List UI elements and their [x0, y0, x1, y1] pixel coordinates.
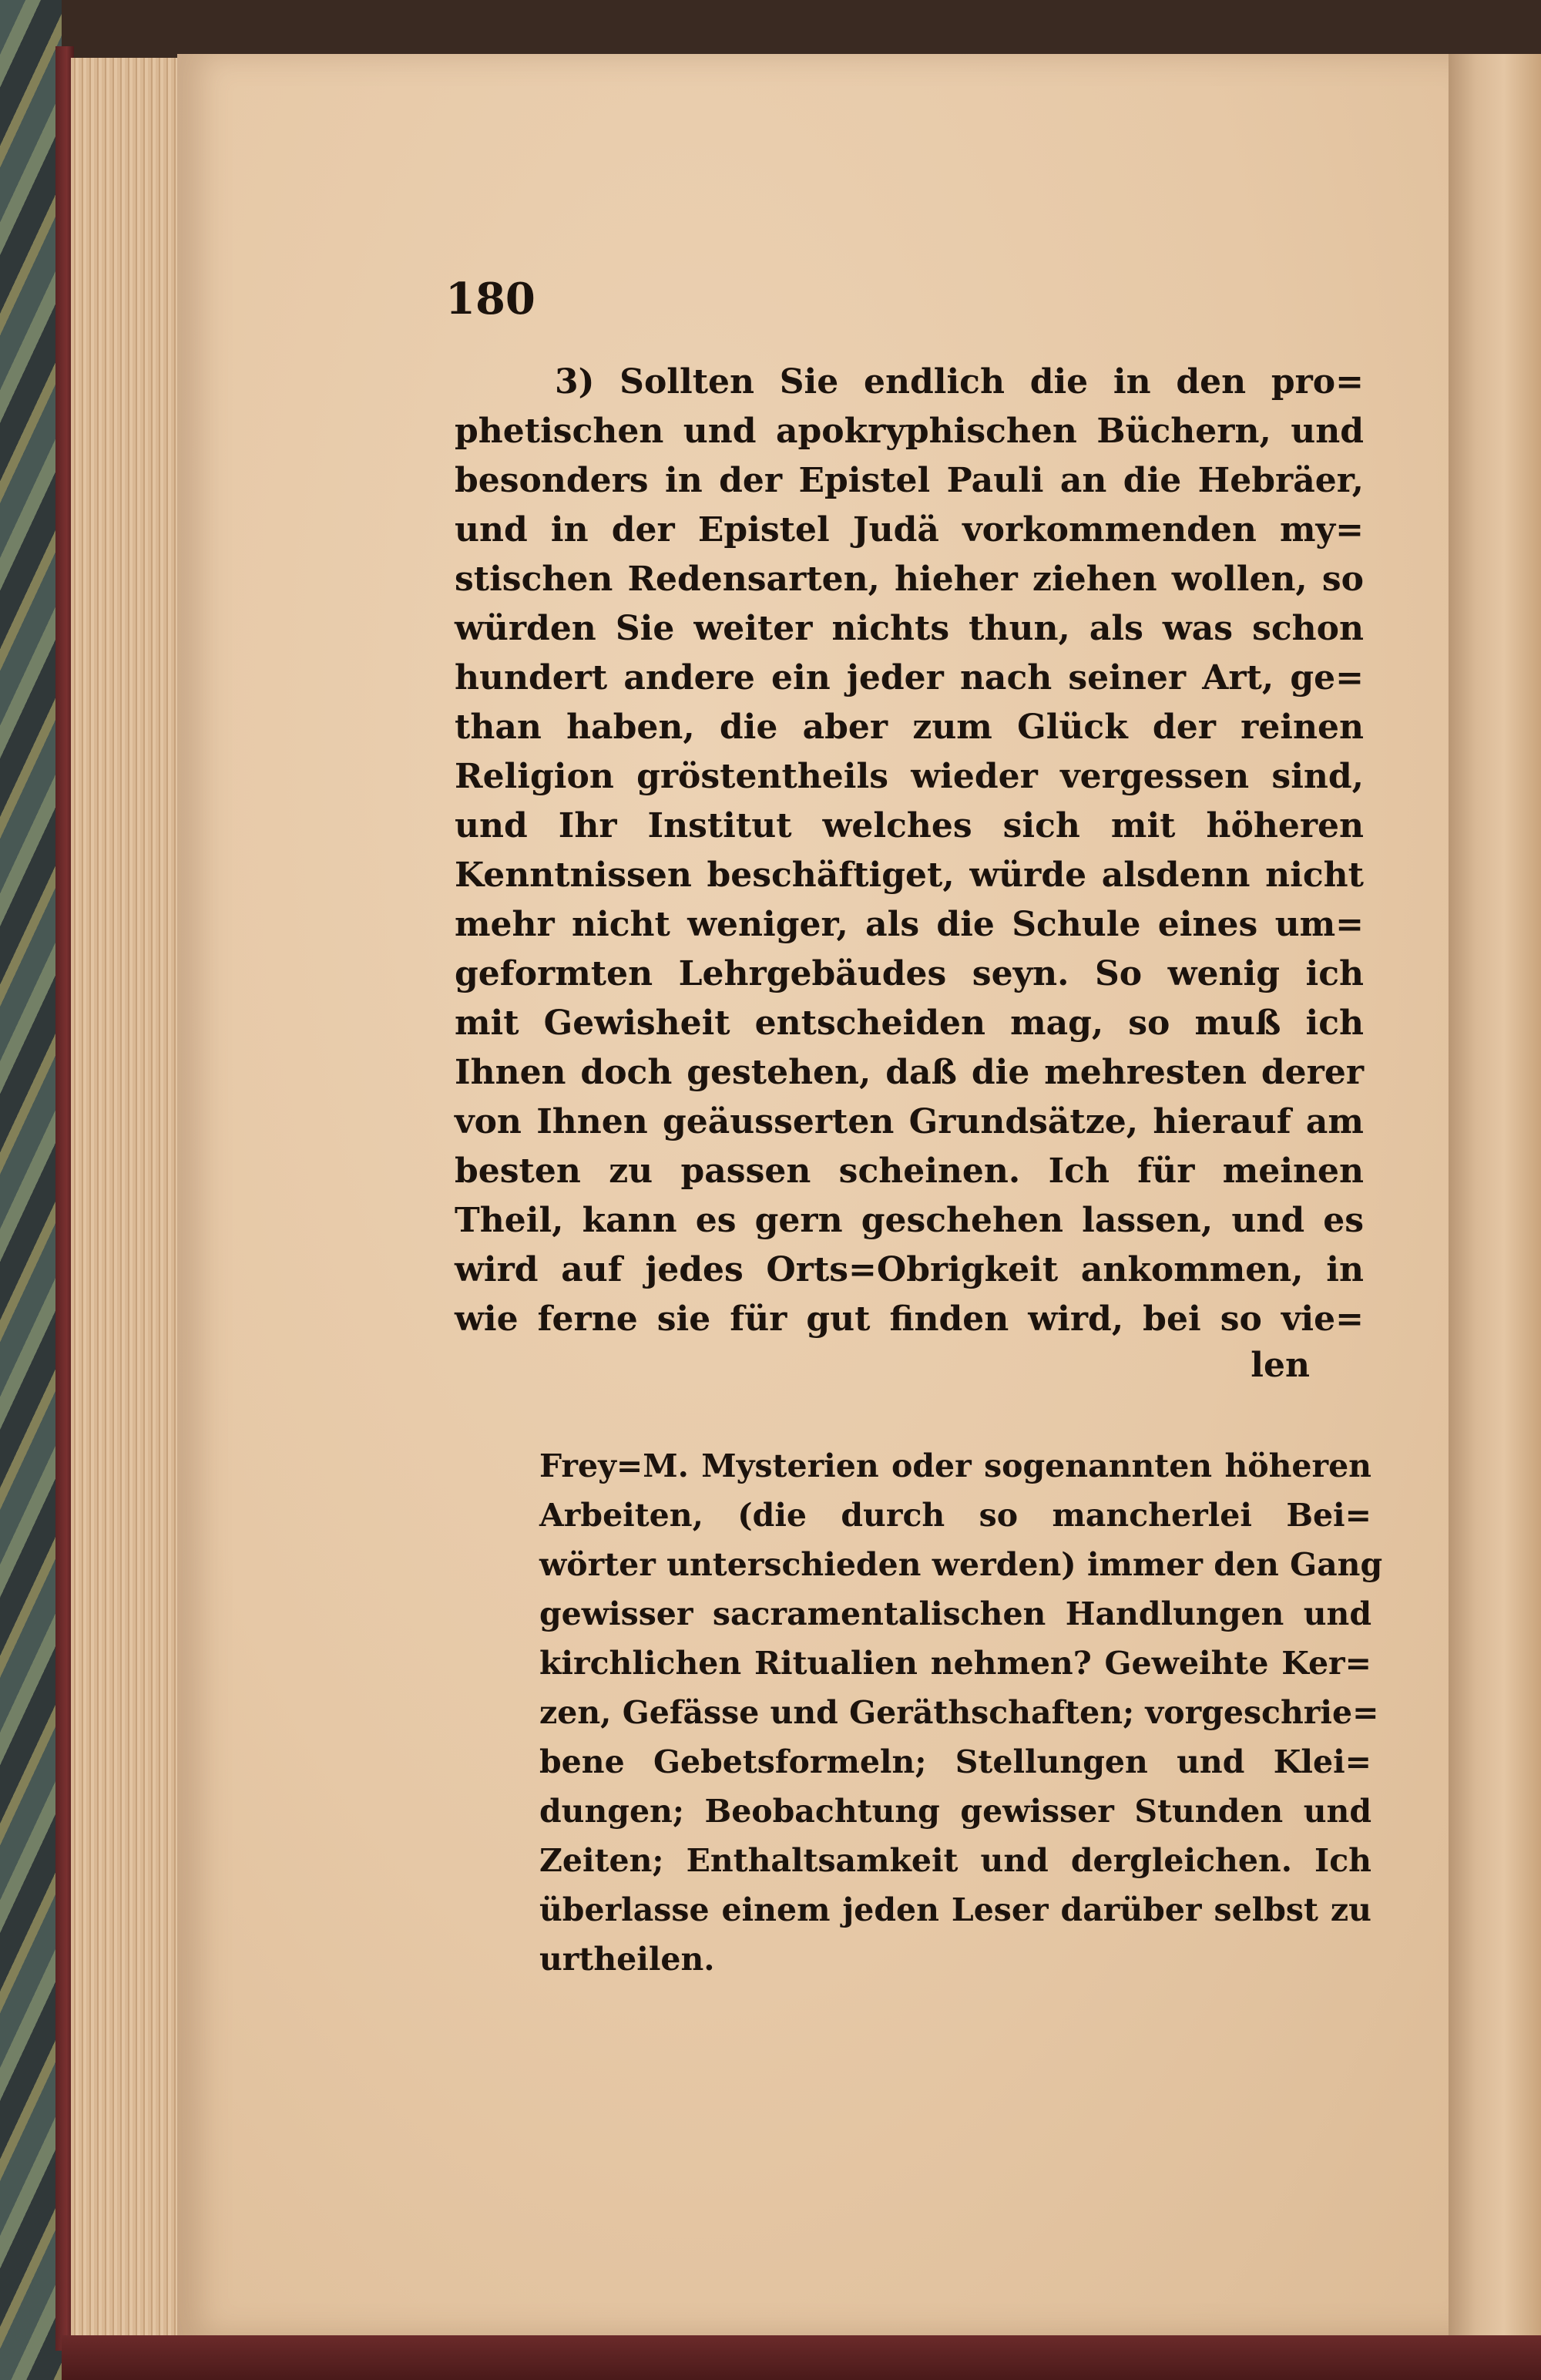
main-line: 3) Sollten Sie endlich die in den pro=: [555, 362, 1364, 402]
main-line: stischen Redensarten, hieher ziehen wollen, so: [455, 560, 1364, 599]
page-gutter: [1449, 54, 1541, 2335]
footnote-line: überlasse einem jeden Leser darüber selbst zu: [539, 1891, 1371, 1928]
main-line: geformten Lehrgebäudes seyn. So wenig ich: [455, 954, 1364, 993]
footnote-line: gewisser sacramentalischen Handlungen und: [539, 1595, 1371, 1632]
main-line: Religion gröstentheils wieder vergessen sind,: [455, 757, 1364, 796]
footnote-line: kirchlichen Ritualien nehmen? Geweihte Ker=: [539, 1645, 1371, 1682]
main-line: von Ihnen geäusserten Grundsätze, hierauf am: [455, 1102, 1364, 1141]
main-line: und in der Epistel Judä vorkommenden my=: [455, 510, 1364, 550]
main-line: mehr nicht weniger, als die Schule eines um=: [455, 905, 1364, 944]
footnote-line: Arbeiten, (die durch so mancherlei Bei=: [539, 1497, 1371, 1534]
main-line: Theil, kann es gern geschehen lassen, und es: [455, 1201, 1364, 1240]
footnote-line: bene Gebetsformeln; Stellungen und Klei=: [539, 1743, 1371, 1780]
page-number: 180: [445, 274, 535, 324]
footnote-line: Frey=M. Mysterien oder sogenannten höheren: [539, 1447, 1371, 1484]
main-line: und Ihr Institut welches sich mit höheren: [455, 806, 1364, 845]
main-line: Ihnen doch gestehen, daß die mehresten derer: [455, 1053, 1364, 1092]
main-line: Kenntnissen beschäftiget, würde alsdenn nicht: [455, 856, 1364, 895]
footnote-line: wörter unterschieden werden) immer den Gang: [539, 1546, 1383, 1583]
main-line: wird auf jedes Orts=Obrigkeit ankommen, in: [455, 1250, 1364, 1289]
footnote-line: Zeiten; Enthaltsamkeit und dergleichen. Ich: [539, 1842, 1371, 1879]
main-line: hundert andere ein jeder nach seiner Art, ge=: [455, 658, 1364, 698]
footnote-line: zen, Gefässe und Geräthschaften; vorgeschrie=: [539, 1694, 1379, 1731]
book-cover-bottom: [62, 2335, 1541, 2380]
main-line: wie ferne sie für gut finden wird, bei so vie=: [455, 1299, 1364, 1339]
main-line: mit Gewisheit entscheiden mag, so muß ich: [455, 1003, 1364, 1043]
catchword: len: [1251, 1346, 1310, 1385]
main-line: besten zu passen scheinen. Ich für meinen: [455, 1151, 1364, 1191]
footnote-line: urtheilen.: [539, 1941, 715, 1978]
main-line: phetischen und apokryphischen Büchern, und: [455, 412, 1364, 451]
footnote-line: dungen; Beobachtung gewisser Stunden und: [539, 1793, 1371, 1830]
main-line: besonders in der Epistel Pauli an die Hebräer,: [455, 461, 1364, 500]
main-line: würden Sie weiter nichts thun, als was schon: [455, 609, 1364, 648]
main-line: than haben, die aber zum Glück der reinen: [455, 708, 1364, 747]
marbled-cover: [0, 0, 62, 2380]
